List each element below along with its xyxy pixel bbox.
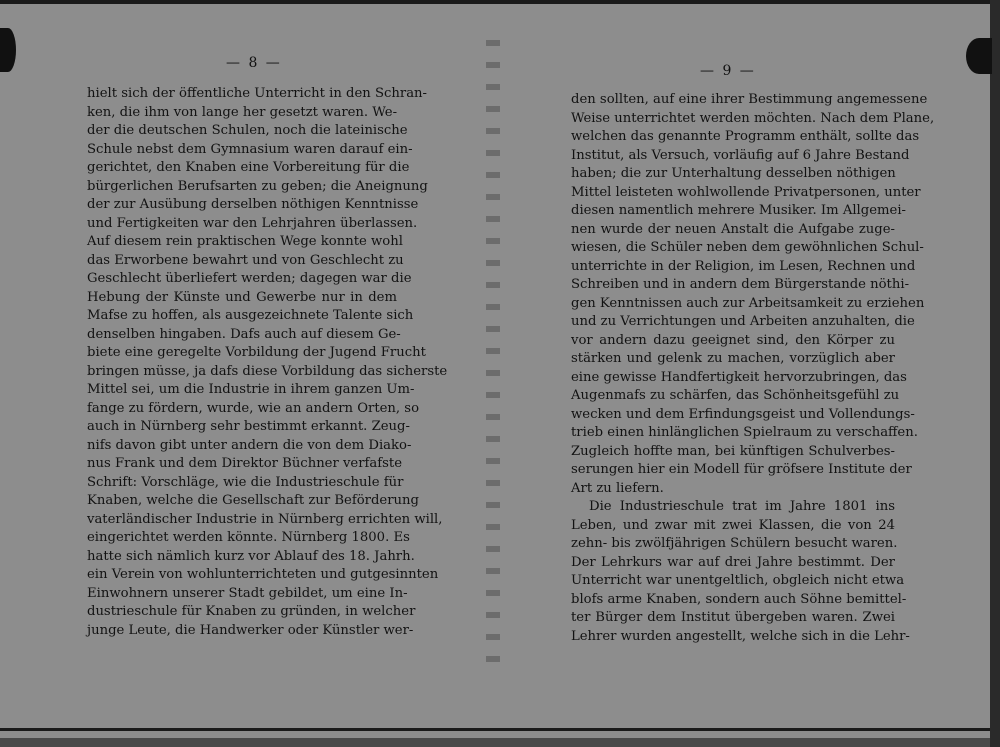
text-line: und Fertigkeiten war den Lehrjahren überlassen. (87, 215, 418, 231)
text-line: Die Industrieschule trat im Jahre 1801 ins (589, 499, 895, 514)
text-line: trieb einen hinlänglichen Spielraum zu verschaffen. (571, 425, 918, 440)
text-line: bringen müsse, ja dafs diese Vorbildung das sicherste (87, 363, 448, 379)
text-line: fange zu fördern, wurde, wie an andern Orten, so (87, 400, 420, 416)
text-line: wiesen, die Schüler neben dem gewöhnlichen Schul- (571, 240, 924, 255)
text-line: zehn- bis zwölfjährigen Schülern besucht waren. (571, 536, 898, 551)
text-line: Auf diesem rein praktischen Wege konnte wohl (87, 234, 403, 249)
text-line: der zur Ausübung derselben nöthigen Kenntnisse (87, 197, 419, 212)
left-page-text (87, 85, 448, 640)
text-line: Geschlecht überliefert werden; dagegen war die (87, 271, 412, 286)
text-line: wecken und dem Erfindungsgeist und Vollendungs- (571, 406, 915, 422)
text-line: hielt sich der öffentliche Unterricht in den Schran- (87, 86, 428, 101)
text-line: vor andern dazu geeignet sind, den Körper zu (571, 332, 895, 348)
scan-edge-top (0, 0, 1000, 4)
text-line: nen wurde der neuen Anstalt die Aufgabe zuge- (571, 221, 895, 237)
text-line: auch in Nürnberg sehr bestimmt erkannt. Zeug- (87, 419, 410, 434)
text-line: eine gewisse Handfertigkeit hervorzubringen, das (571, 369, 907, 385)
text-line: diesen namentlich mehrere Musiker. Im Allgemei- (571, 203, 907, 218)
text-line: Augenmafs zu schärfen, das Schönheitsgefühl zu (571, 388, 900, 403)
text-line: dustrieschule für Knaben zu gründen, in welcher (87, 604, 416, 619)
right-page-text (571, 91, 935, 646)
right-page-number: — 9 — (700, 63, 756, 79)
text-line: gerichtet, den Knaben eine Vorbereitung für die (87, 160, 410, 175)
binding-shadow-left (0, 28, 16, 72)
text-line: junge Leute, die Handwerker oder Künstler wer- (87, 622, 414, 638)
text-line: haben; die zur Unterhaltung desselben nöthigen (571, 166, 896, 181)
text-line: Unterricht war unentgeltlich, obgleich nicht etwa (571, 573, 905, 588)
text-line: Schreiben und in andern dem Bürgerstande nöthi- (571, 277, 910, 292)
text-line: vaterländischer Industrie in Nürnberg errichten will, (87, 511, 443, 527)
text-line: Leben, und zwar mit zwei Klassen, die von 24 (571, 517, 895, 533)
scan-edge-right (990, 0, 1000, 747)
binding-shadow-right (966, 38, 992, 74)
scan-edge-bottom (0, 728, 1000, 731)
text-line: und zu Verrichtungen und Arbeiten anzuhalten, die (571, 314, 915, 329)
text-line: nifs davon gibt unter andern die von dem Diako- (87, 437, 412, 453)
text-line: Mittel leisteten wohlwollende Privatpersonen, unter (571, 184, 921, 200)
text-line: Hebung der Künste und Gewerbe nur in dem (87, 289, 397, 305)
text-line: der die deutschen Schulen, noch die lateinische (87, 123, 408, 138)
scan-edge-bottom-shadow (0, 738, 1000, 747)
text-line: bürgerlichen Berufsarten zu geben; die Aneignung (87, 178, 428, 194)
text-line: Lehrer wurden angestellt, welche sich in die Lehr- (571, 628, 910, 644)
left-page-number: — 8 — (226, 55, 282, 71)
text-line: ein Verein von wohlunterrichteten und gutgesinnten (87, 567, 439, 582)
text-line: das Erworbene bewahrt und von Geschlecht zu (87, 252, 404, 268)
text-line: Zugleich hoffte man, bei künftigen Schulverbes- (571, 443, 895, 459)
text-line: unterrichte in der Religion, im Lesen, Rechnen und (571, 258, 916, 274)
text-line: Einwohnern unserer Stadt gebildet, um eine In- (87, 585, 408, 601)
text-line: eingerichtet werden könnte. Nürnberg 1800. Es (87, 530, 410, 545)
text-line: denselben hingaben. Dafs auch auf diesem Ge- (87, 326, 401, 342)
text-line: Mafse zu hoffen, als ausgezeichnete Talente sich (87, 308, 414, 323)
text-line: Schule nebst dem Gymnasium waren darauf ein- (87, 141, 413, 157)
text-line: blofs arme Knaben, sondern auch Söhne bemittel- (571, 591, 907, 607)
text-line: Schrift: Vorschläge, wie die Industrieschule für (87, 474, 404, 490)
text-line: serungen hier ein Modell für gröfsere Institute der (571, 462, 912, 477)
text-line: Institut, als Versuch, vorläufig auf 6 Jahre Bestand (571, 147, 910, 163)
text-line: Art zu liefern. (571, 480, 664, 496)
text-line: Weise unterrichtet werden möchten. Nach dem Plane, (571, 110, 935, 126)
text-line: ter Bürger dem Institut übergeben waren. Zwei (571, 610, 895, 625)
text-line: stärken und gelenk zu machen, vorzüglich aber (571, 351, 895, 366)
text-line: den sollten, auf eine ihrer Bestimmung angemessene (571, 92, 928, 107)
text-line: biete eine geregelte Vorbildung der Jugend Frucht (87, 345, 426, 360)
text-line: nus Frank und dem Direktor Büchner verfafste (87, 456, 403, 471)
text-line: welchen das genannte Programm enthält, sollte das (571, 129, 920, 144)
text-line: hatte sich nämlich kurz vor Ablauf des 18. Jahrh. (87, 548, 415, 564)
book-gutter (486, 40, 500, 670)
text-line: Mittel sei, um die Industrie in ihrem ganzen Um- (87, 382, 415, 397)
text-line: Knaben, welche die Gesellschaft zur Beförderung (87, 493, 419, 508)
text-line: ken, die ihm von lange her gesetzt waren. We- (87, 104, 398, 120)
text-line: gen Kenntnissen auch zur Arbeitsamkeit zu erziehen (571, 295, 925, 311)
text-line: Der Lehrkurs war auf drei Jahre bestimmt. Der (571, 554, 895, 570)
